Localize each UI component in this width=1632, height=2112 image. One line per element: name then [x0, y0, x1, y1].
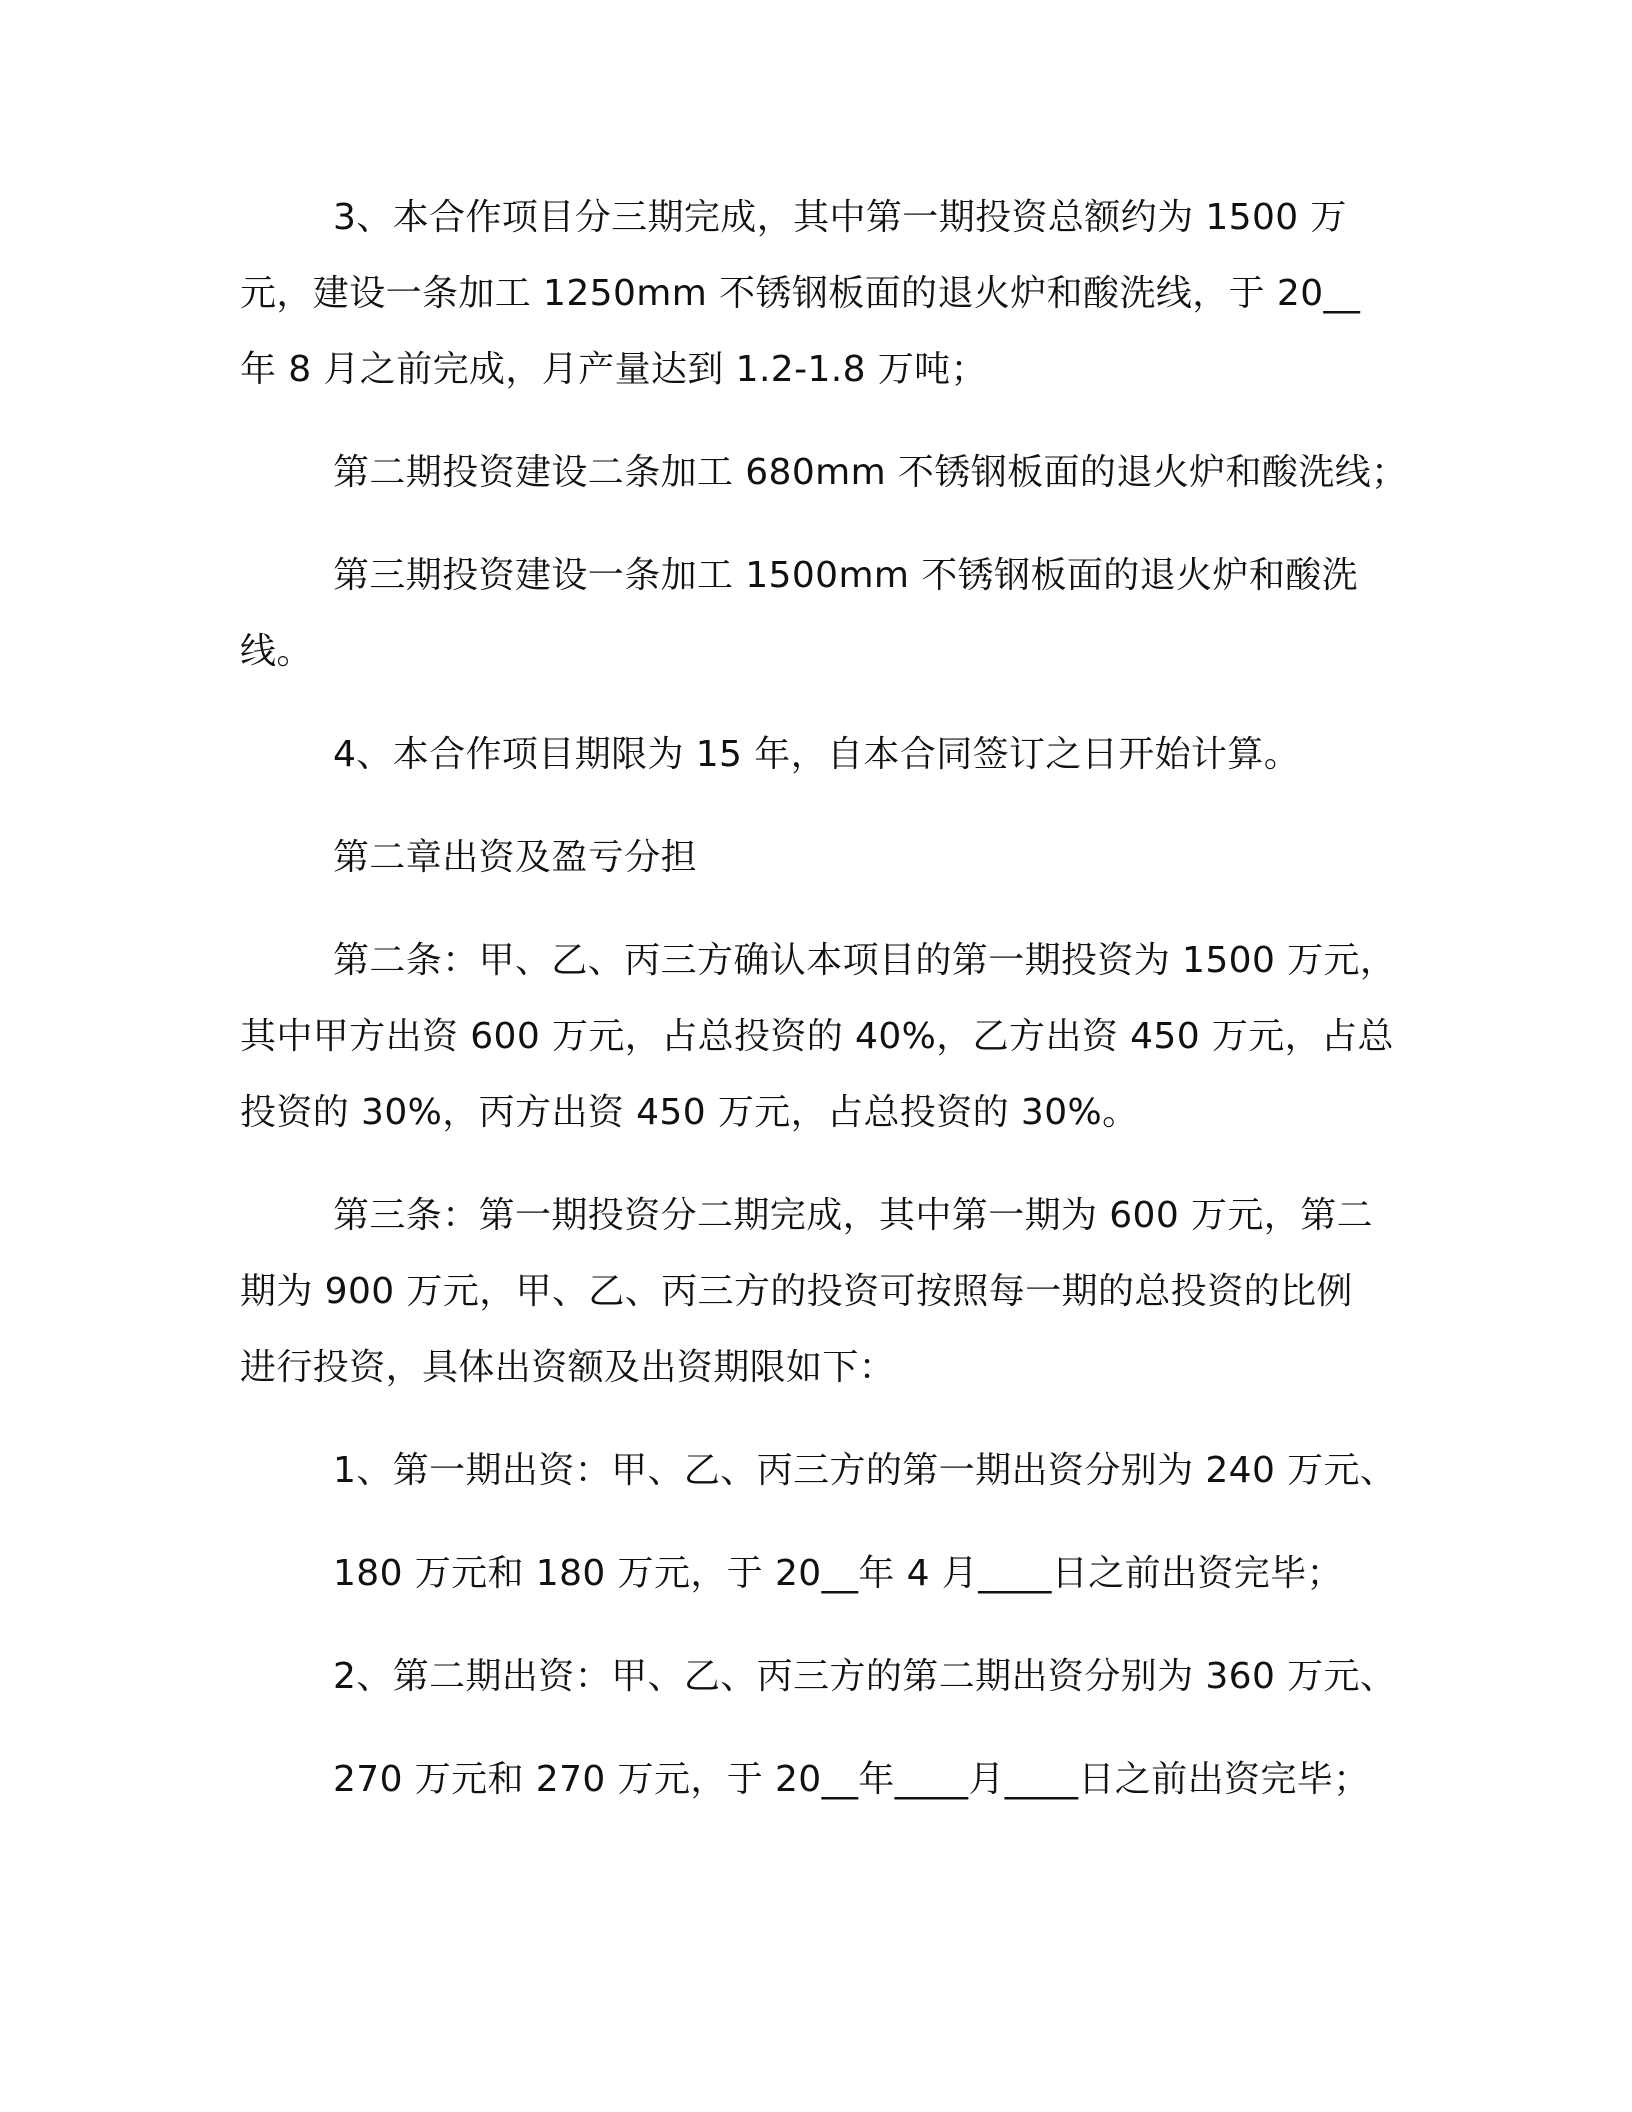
- text-line: 第三期投资建设一条加工 1500mm 不锈钢板面的退火炉和酸洗: [333, 555, 1359, 596]
- text-line: 1、第一期出资：甲、乙、丙三方的第一期出资分别为 240 万元、: [333, 1450, 1397, 1491]
- text-line: 期为 900 万元，甲、乙、丙三方的投资可按照每一期的总投资的比例: [240, 1271, 1353, 1312]
- text-line: 线。: [240, 631, 313, 672]
- text-line: 180 万元和 180 万元，于 20__年 4 月____日之前出资完毕；: [333, 1553, 1343, 1594]
- text-line: 270 万元和 270 万元，于 20__年____月____日之前出资完毕；: [333, 1759, 1370, 1800]
- text-line: 第二期投资建设二条加工 680mm 不锈钢板面的退火炉和酸洗线；: [333, 452, 1408, 493]
- text-line: 年 8 月之前完成，月产量达到 1.2-1.8 万吨；: [240, 349, 987, 390]
- text-line: 第二条：甲、乙、丙三方确认本项目的第一期投资为 1500 万元，: [333, 940, 1397, 981]
- text-line: 2、第二期出资：甲、乙、丙三方的第二期出资分别为 360 万元、: [333, 1656, 1397, 1697]
- text-line: 元，建设一条加工 1250mm 不锈钢板面的退火炉和酸洗线，于 20__: [240, 273, 1361, 314]
- text-line: 4、本合作项目期限为 15 年，自本合同签订之日开始计算。: [333, 734, 1301, 775]
- text-line: 第三条：第一期投资分二期完成，其中第一期为 600 万元，第二: [333, 1195, 1373, 1236]
- text-line: 投资的 30%，丙方出资 450 万元，占总投资的 30%。: [240, 1092, 1139, 1133]
- text-line: 3、本合作项目分三期完成，其中第一期投资总额约为 1500 万: [333, 197, 1347, 238]
- text-line: 进行投资，具体出资额及出资期限如下：: [240, 1347, 896, 1388]
- text-line: 其中甲方出资 600 万元，占总投资的 40%，乙方出资 450 万元，占总: [240, 1016, 1394, 1057]
- chapter-heading: 第二章出资及盈亏分担: [333, 837, 698, 878]
